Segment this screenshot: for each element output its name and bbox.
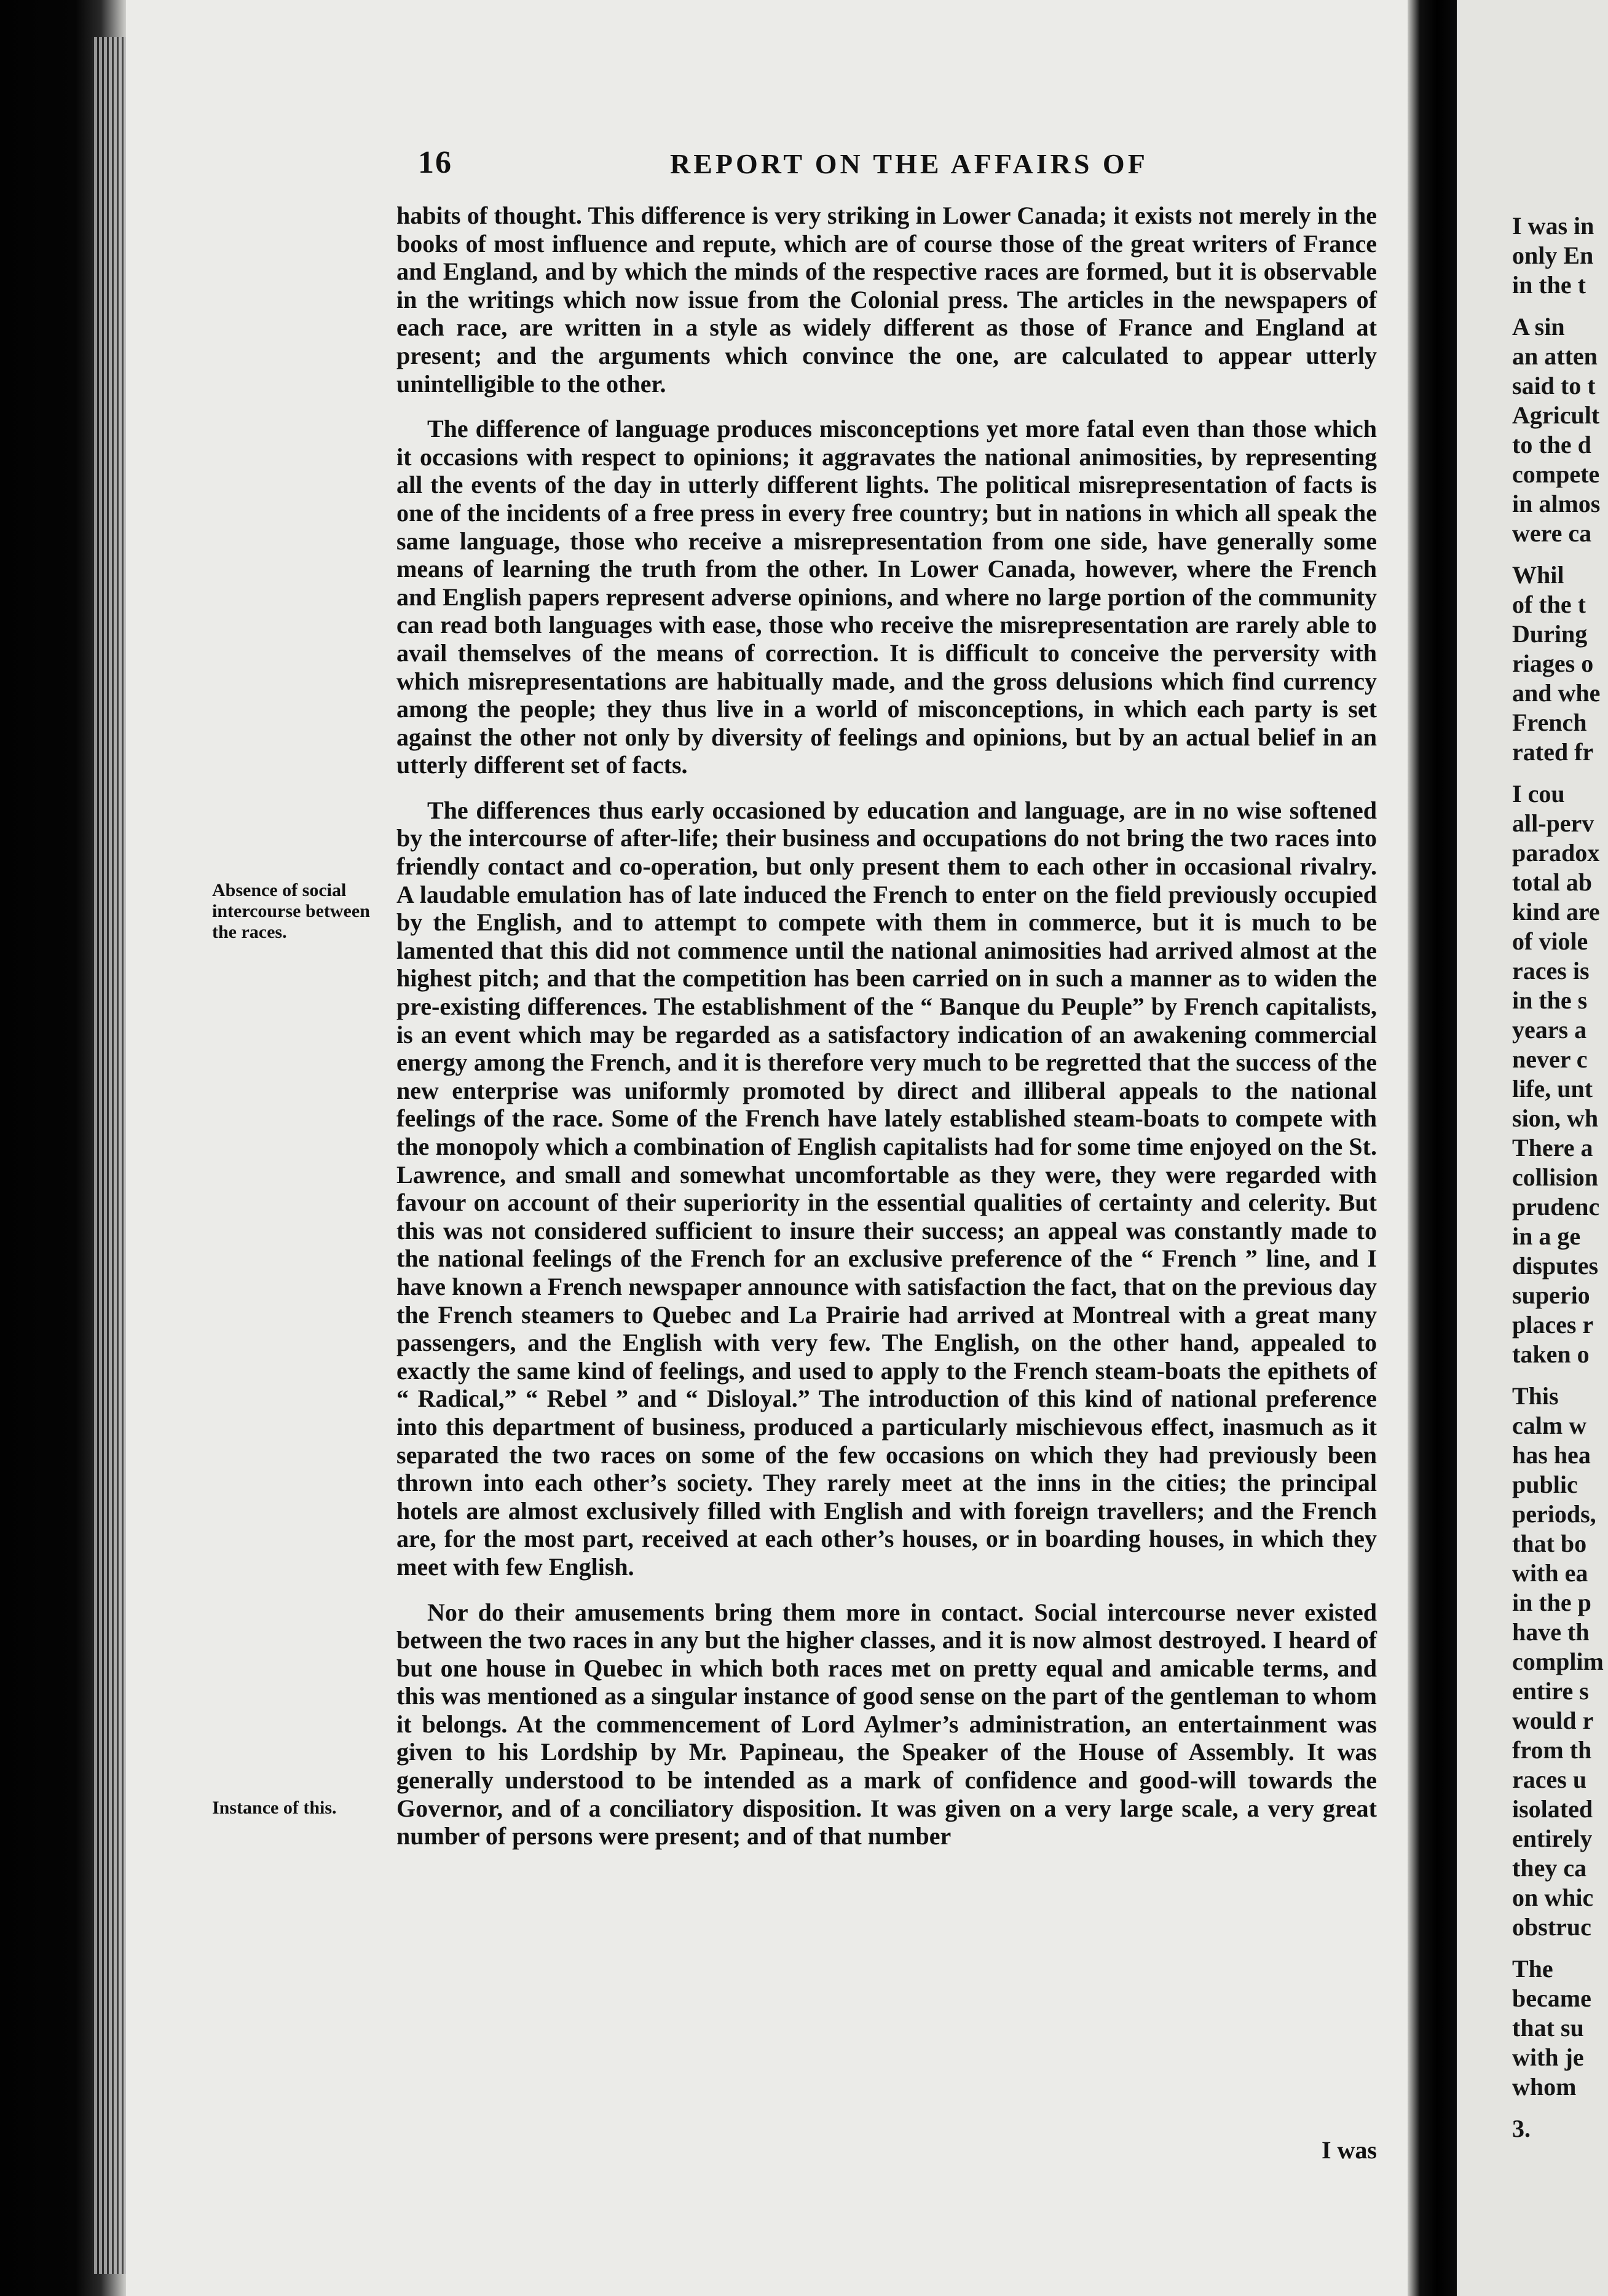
facing-page-line: 3.	[1512, 2115, 1531, 2142]
paragraph: Nor do their amusements bring them more in contact. Social intercourse never existed between the two races in any but the higher classes, and it is now almost destroyed. I heard of but one house in Quebec in which both races met on pretty equal and amicable terms, and this was mentioned as a singular instance of good sense on the part of the gentleman to whom it belongs. At the commencement of Lord Aylmer’s administration, an entertainment was given to his Lordship by Mr. Papineau, the Speaker of the House of Assembly. It was generally understood to be intended as a mark of confidence and good-will towards the Governor, and of a conciliatory disposition. It was given on a very large scale, a very great number of persons were present; and of that number	[396, 1598, 1377, 1850]
facing-page-line: superio	[1512, 1281, 1590, 1309]
facing-page-line: collision	[1512, 1163, 1599, 1191]
facing-page-line: total ab	[1512, 868, 1592, 896]
body-text	[396, 202, 1377, 1850]
facing-page-line: only En	[1512, 242, 1594, 269]
facing-page-fragment	[1457, 0, 1608, 2296]
facing-page-line: never c	[1512, 1045, 1588, 1073]
facing-page-line: obstruc	[1512, 1913, 1591, 1941]
facing-page-line: I was in	[1512, 212, 1594, 240]
facing-page-line: on whic	[1512, 1884, 1594, 1911]
page-edges	[92, 37, 129, 2274]
facing-page-line: complim	[1512, 1648, 1604, 1675]
facing-page-line: The	[1512, 1955, 1553, 1983]
facing-page-line: would r	[1512, 1707, 1594, 1734]
page-number: 16	[418, 145, 452, 180]
facing-page-line: in the s	[1512, 986, 1588, 1014]
facing-page-line: from th	[1512, 1736, 1592, 1764]
facing-page-line: with je	[1512, 2043, 1584, 2071]
running-head: REPORT ON THE AFFAIRS OF	[670, 148, 1148, 179]
facing-page-line: in almos	[1512, 490, 1601, 517]
paragraph: The difference of language produces misconceptions yet more fatal even than those which it occasions with respect to opinions; it aggravates the national animosities, by representing all the events of the day in utterly different lights. The political misrepresentation of facts is one of the incidents of a free press in every free country; but in nations in which all speak the same language, those who receive a misrepresentation from one side, have generally some means of learning the truth from the other. In Lower Canada, however, where the French and English papers represent adverse opinions, and where no large portion of the community can read both languages with ease, those who receive the misrepresentation are rarely able to avail themselves of the means of correction. It is difficult to conceive the perversity with which misrepresentations are habitually made, and the gross delusions which find currency among the people; they thus live in a world of misconceptions, in which each party is set against the other not only by diversity of feelings and opinions, but by an actual belief in an utterly different set of facts.	[396, 415, 1377, 779]
facing-page-line: they ca	[1512, 1854, 1587, 1882]
facing-page-line: There a	[1512, 1134, 1593, 1162]
facing-page-line: kind are	[1512, 898, 1600, 926]
facing-page-line: to the d	[1512, 431, 1591, 458]
facing-page-line: whom	[1512, 2073, 1577, 2101]
facing-page-line: This	[1512, 1382, 1559, 1410]
sidenote-instance-of-this: Instance of this.	[212, 1798, 337, 1818]
facing-page-line: became	[1512, 1984, 1591, 2012]
facing-page-line: French	[1512, 709, 1587, 736]
facing-page-line: and whe	[1512, 679, 1601, 707]
paragraph: The differences thus early occasioned by education and language, are in no wise softened by the intercourse of after-life; their business and occupations do not bring the two races into friendly contact and co-operation, but only present them to each other in occasional rivalry. A laudable emulation has of late induced the French to enter on the field previously occupied by the English, and to attempt to compete with them in commerce, but it is much to be lamented that this did not commence until the national animosities had arrived almost at the highest pitch; and that the competition has been carried on in such a manner as to widen the pre-existing differences. The establishment of the “ Banque du Peuple” by French capitalists, is an event which may be regarded as a satisfactory indication of an awakening commercial energy among the French, and it is therefore very much to be regretted that the success of the new enterprise was uniformly promoted by direct and illiberal appeals to the national feelings of the race. Some of the French have lately established steam-boats to compete with the monopoly which a combination of English capitalists had for some time enjoyed on the St. Lawrence, and small and somewhat uncomfortable as they were, they were regarded with favour on account of their superiority in the essential qualities of certainty and celerity. But this was not considered sufficient to insure their success; an appeal was constantly made to the national feelings of the French for an exclusive preference of the “ French ” line, and I have known a French newspaper announce with satisfaction the fact, that on the previous day the French steamers to Quebec and La Prairie had arrived at Montreal with a great many passengers, and the English with very few. The English, on the other hand, appealed to exactly the same kind of feelings, and used to apply to the French steam-boats the epithets of “ Radical,” “ Rebel ” and “ Disloyal.” The introduction of this kind of national preference into this department of business, produced a particularly mischievous effect, inasmuch as it separated the two races on some of the few occasions on which they had previously been thrown into each other’s society. They rarely meet at the inns in the cities; the principal hotels are almost exclusively filled with English and with foreign travellers; and the French are, for the most part, received at each other’s houses, or in boarding houses, in which they meet with few English.	[396, 796, 1377, 1581]
facing-page-line: riages o	[1512, 650, 1594, 677]
facing-page-line: life, unt	[1512, 1075, 1593, 1103]
facing-page-line: all-perv	[1512, 809, 1594, 837]
page-divider	[1408, 0, 1457, 2296]
facing-page-line: has hea	[1512, 1441, 1591, 1469]
facing-page-line: sion, wh	[1512, 1104, 1599, 1132]
facing-page-line: prudenc	[1512, 1193, 1600, 1221]
facing-page-line: in the p	[1512, 1589, 1591, 1616]
facing-page-line: in the t	[1512, 271, 1586, 299]
paragraph: habits of thought. This difference is very striking in Lower Canada; it exists not merely in the books of most influence and repute, which are of course those of the great writers of France and England, and by which the minds of the respective races are formed, but it is observable in the writings which now issue from the Colonial press. The articles in the newspapers of each race, are written in a style as widely different as those of France and England at present; and the arguments which convince the one, are calculated to appear utterly unintelligible to the other.	[396, 202, 1377, 398]
facing-page-line: entirely	[1512, 1825, 1593, 1852]
facing-page-line: Agricult	[1512, 401, 1600, 429]
facing-page-line: compete	[1512, 460, 1600, 488]
facing-page-line: years a	[1512, 1016, 1587, 1044]
facing-page-line: disputes	[1512, 1252, 1599, 1280]
facing-page-line: isolated	[1512, 1795, 1593, 1823]
facing-page-line: rated fr	[1512, 738, 1594, 766]
sidenote-absence-of-social-intercourse: Absence of social intercourse between the races.	[212, 880, 370, 942]
facing-page-line: public	[1512, 1471, 1578, 1498]
facing-page-line: paradox	[1512, 839, 1600, 867]
facing-page-line: in a ge	[1512, 1222, 1581, 1250]
facing-page-line: I cou	[1512, 780, 1565, 808]
facing-page-line: taken o	[1512, 1340, 1590, 1368]
facing-page-line: were ca	[1512, 519, 1592, 547]
facing-page-line: of the t	[1512, 591, 1586, 618]
facing-page-line: Whil	[1512, 561, 1564, 589]
facing-page-line: A sin	[1512, 313, 1565, 340]
facing-page-line: said to t	[1512, 372, 1596, 399]
facing-page-line: entire s	[1512, 1677, 1589, 1705]
facing-page-line: of viole	[1512, 927, 1588, 955]
facing-page-line: an atten	[1512, 342, 1598, 370]
facing-page-line: races u	[1512, 1766, 1587, 1793]
facing-page-line: During	[1512, 620, 1588, 648]
facing-page-line: that su	[1512, 2014, 1584, 2042]
facing-page-line: have th	[1512, 1618, 1590, 1646]
facing-page-line: periods,	[1512, 1500, 1596, 1528]
facing-page-line: with ea	[1512, 1559, 1588, 1587]
catchword: I was	[1321, 2136, 1377, 2164]
facing-page-line: places r	[1512, 1311, 1594, 1339]
facing-page-line: races is	[1512, 957, 1590, 985]
facing-page-line: calm w	[1512, 1412, 1587, 1439]
facing-page-line: that bo	[1512, 1530, 1587, 1557]
